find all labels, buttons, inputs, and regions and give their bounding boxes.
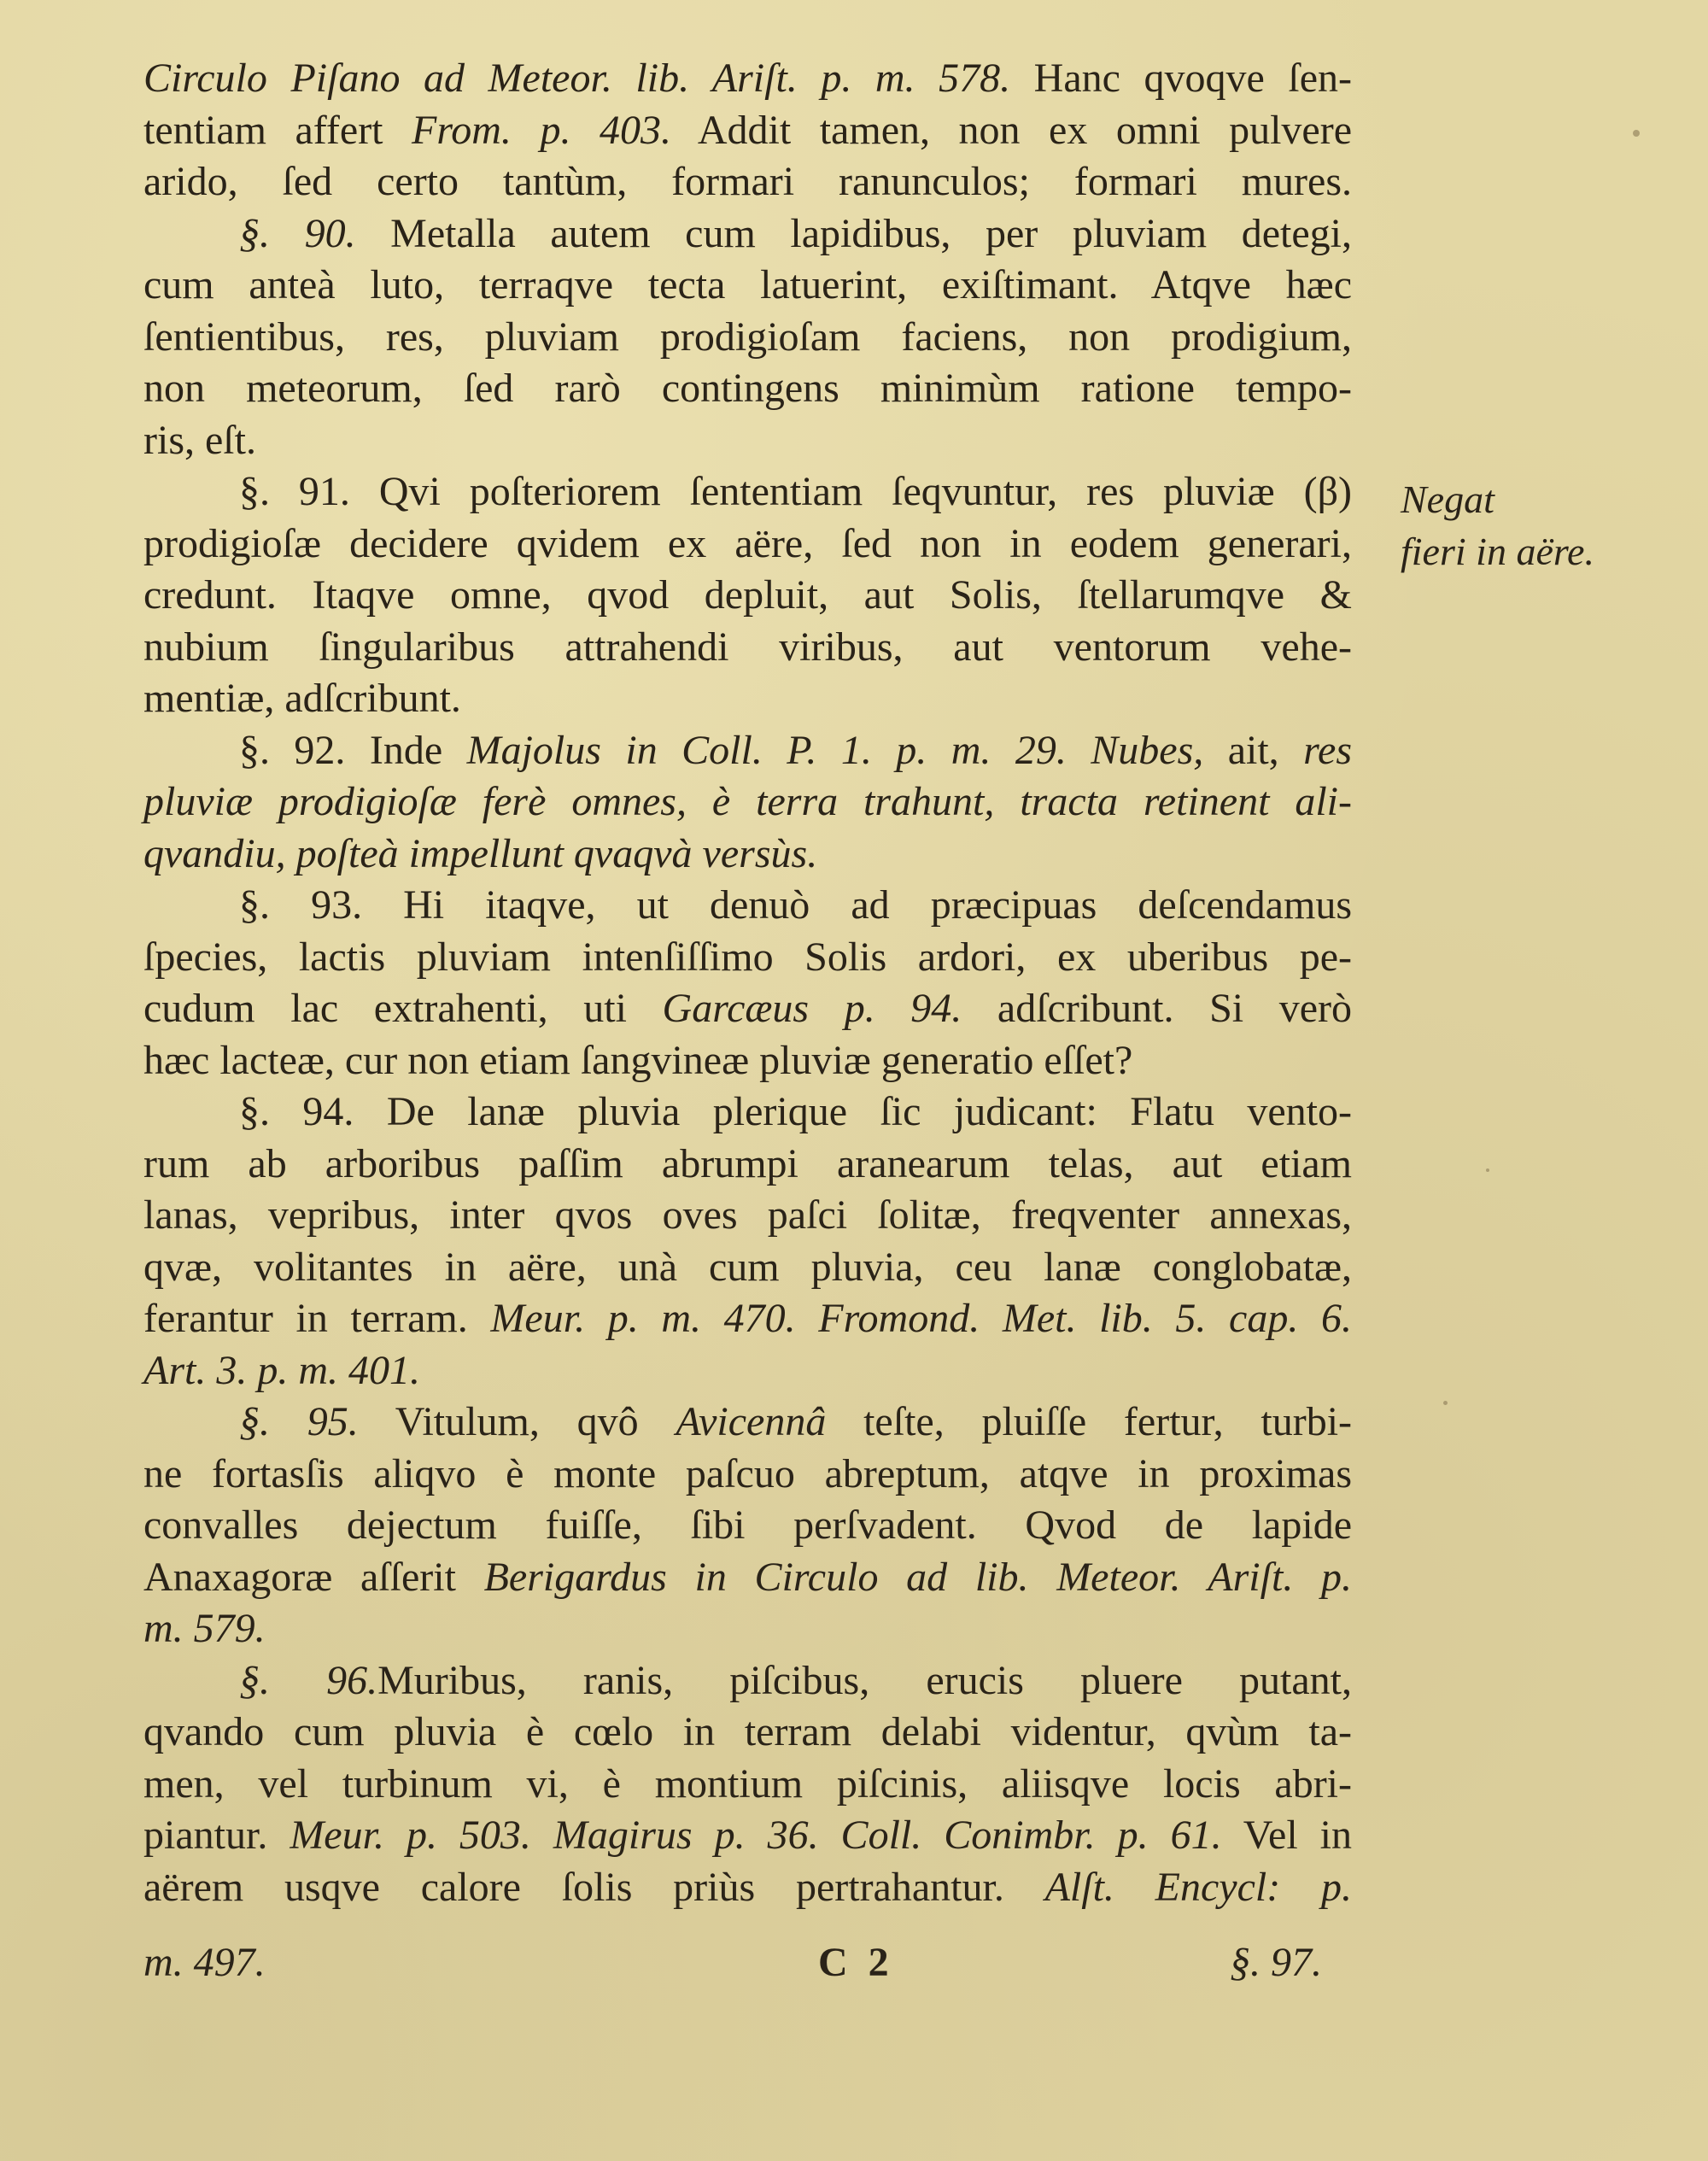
text-line: ſpecies, lactis pluviam intenſiſſimo Solis ardori, ex uberibus pe- — [143, 934, 1352, 980]
paragraph-start-91: §. 91. Qvi poſteriorem ſententiam ſeqvuntur, res pluviæ (β) — [239, 469, 1352, 514]
text-line: tentiam affert From. p. 403. Addit tamen, non ex omni pulvere — [143, 107, 1353, 153]
citation-end: m. 497. — [143, 1940, 266, 1985]
paper-speck — [1633, 130, 1640, 137]
page-footer — [143, 1939, 1322, 1992]
body-text — [143, 53, 1352, 1913]
paragraph-start-92: §. 92. Inde Majolus in Coll. P. 1. p. m. 29. Nubes, ait, res — [239, 727, 1353, 773]
text-line: nubium ſingularibus attrahendi viribus, aut ventorum vehe- — [143, 624, 1352, 670]
paper-speck — [1486, 1168, 1489, 1172]
text-line: piantur. Meur. p. 503. Magirus p. 36. Coll. Conimbr. p. 61. Vel in — [143, 1813, 1353, 1858]
text-line: qvando cum pluvia è cœlo in terram delabi videntur, qvùm ta- — [143, 1709, 1352, 1754]
text-line: m. 579. — [143, 1606, 266, 1651]
signature-mark: C 2 — [818, 1940, 894, 1985]
marginal-note — [1401, 474, 1594, 577]
text-line: arido, ſed certo tantùm, formari ranunculos; formari mures. — [143, 159, 1352, 204]
text-line: rum ab arboribus paſſim abrumpi aranearum telas, aut etiam — [143, 1140, 1352, 1186]
text-line: qvæ, volitantes in aëre, unà cum pluvia, ceu lanæ conglobatæ, — [143, 1244, 1352, 1290]
text-line: ris, eſt. — [143, 417, 256, 463]
text-line: Anaxagoræ aſſerit Berigardus in Circulo ad lib. Meteor. Ariſt. p. — [143, 1554, 1353, 1600]
paper-speck — [1443, 1401, 1448, 1405]
paragraph-start-95: §. 95. Vitulum, qvô Avicennâ teſte, pluiſſe fertur, turbi- — [239, 1399, 1353, 1444]
paragraph-start-90: §. 90. Metalla autem cum lapidibus, per pluviam detegi, — [239, 210, 1352, 256]
text-line: men, vel turbinum vi, è montium piſcinis, aliisqve locis abri- — [143, 1760, 1352, 1807]
text-line: cum anteà luto, terraqve tecta latuerint, exiſtimant. Atqve hæc — [143, 262, 1352, 307]
margin-note-line: Negat — [1401, 477, 1494, 521]
text-line: convalles dejectum fuiſſe, ſibi perſvadent. Qvod de lapide — [143, 1502, 1352, 1548]
text-line: ferantur in terram. Meur. p. m. 470. Fromond. Met. lib. 5. cap. 6. — [143, 1296, 1353, 1341]
paragraph-start-93: §. 93. Hi itaqve, ut denuò ad præcipuas deſcendamus — [239, 882, 1352, 928]
text-line: ſentientibus, res, pluviam prodigioſam faciens, non prodigium, — [143, 313, 1352, 360]
margin-note-line: fieri in aëre. — [1401, 529, 1594, 573]
text-line: credunt. Itaqve omne, qvod depluit, aut Solis, ſtellarumqve & — [143, 572, 1352, 618]
text-line: Art. 3. p. m. 401. — [143, 1347, 420, 1393]
text-line: ne fortasſis aliqvo è monte paſcuo abreptum, atqve in proximas — [143, 1450, 1352, 1496]
text-line: cudum lac extrahenti, uti Garcæus p. 94. adſcribunt. Si verò — [143, 986, 1352, 1031]
text-line: pluviæ prodigioſæ ferè omnes, è terra trahunt, tracta retinent ali- — [143, 779, 1352, 824]
text-line: qvandiu, poſteà impellunt qvaqvà versùs. — [143, 830, 818, 876]
text-line: mentiæ, adſcribunt. — [143, 676, 461, 721]
text-line: lanas, vepribus, inter qvos oves paſci ſolitæ, freqventer annexas, — [143, 1192, 1352, 1238]
text-line: hæc lacteæ, cur non etiam ſangvineæ pluviæ generatio eſſet? — [143, 1037, 1133, 1083]
catchword: §. 97. — [1230, 1940, 1322, 1985]
text-line: prodigioſæ decidere qvidem ex aëre, ſed non in eodem generari, — [143, 520, 1352, 566]
paragraph-start-96: §. 96.Muribus, ranis, piſcibus, erucis pluere putant, — [239, 1657, 1353, 1703]
paragraph-start-94: §. 94. De lanæ pluvia plerique ſic judicant: Flatu vento- — [239, 1089, 1353, 1134]
text-line: Circulo Piſano ad Meteor. lib. Ariſt. p. m. 578. Hanc qvoqve ſen- — [143, 56, 1353, 101]
text-line: non meteorum, ſed rarò contingens minimùm ratione tempo- — [143, 366, 1352, 411]
text-line: aërem usqve calore ſolis priùs pertrahantur. Alſt. Encycl: p. — [143, 1864, 1352, 1910]
